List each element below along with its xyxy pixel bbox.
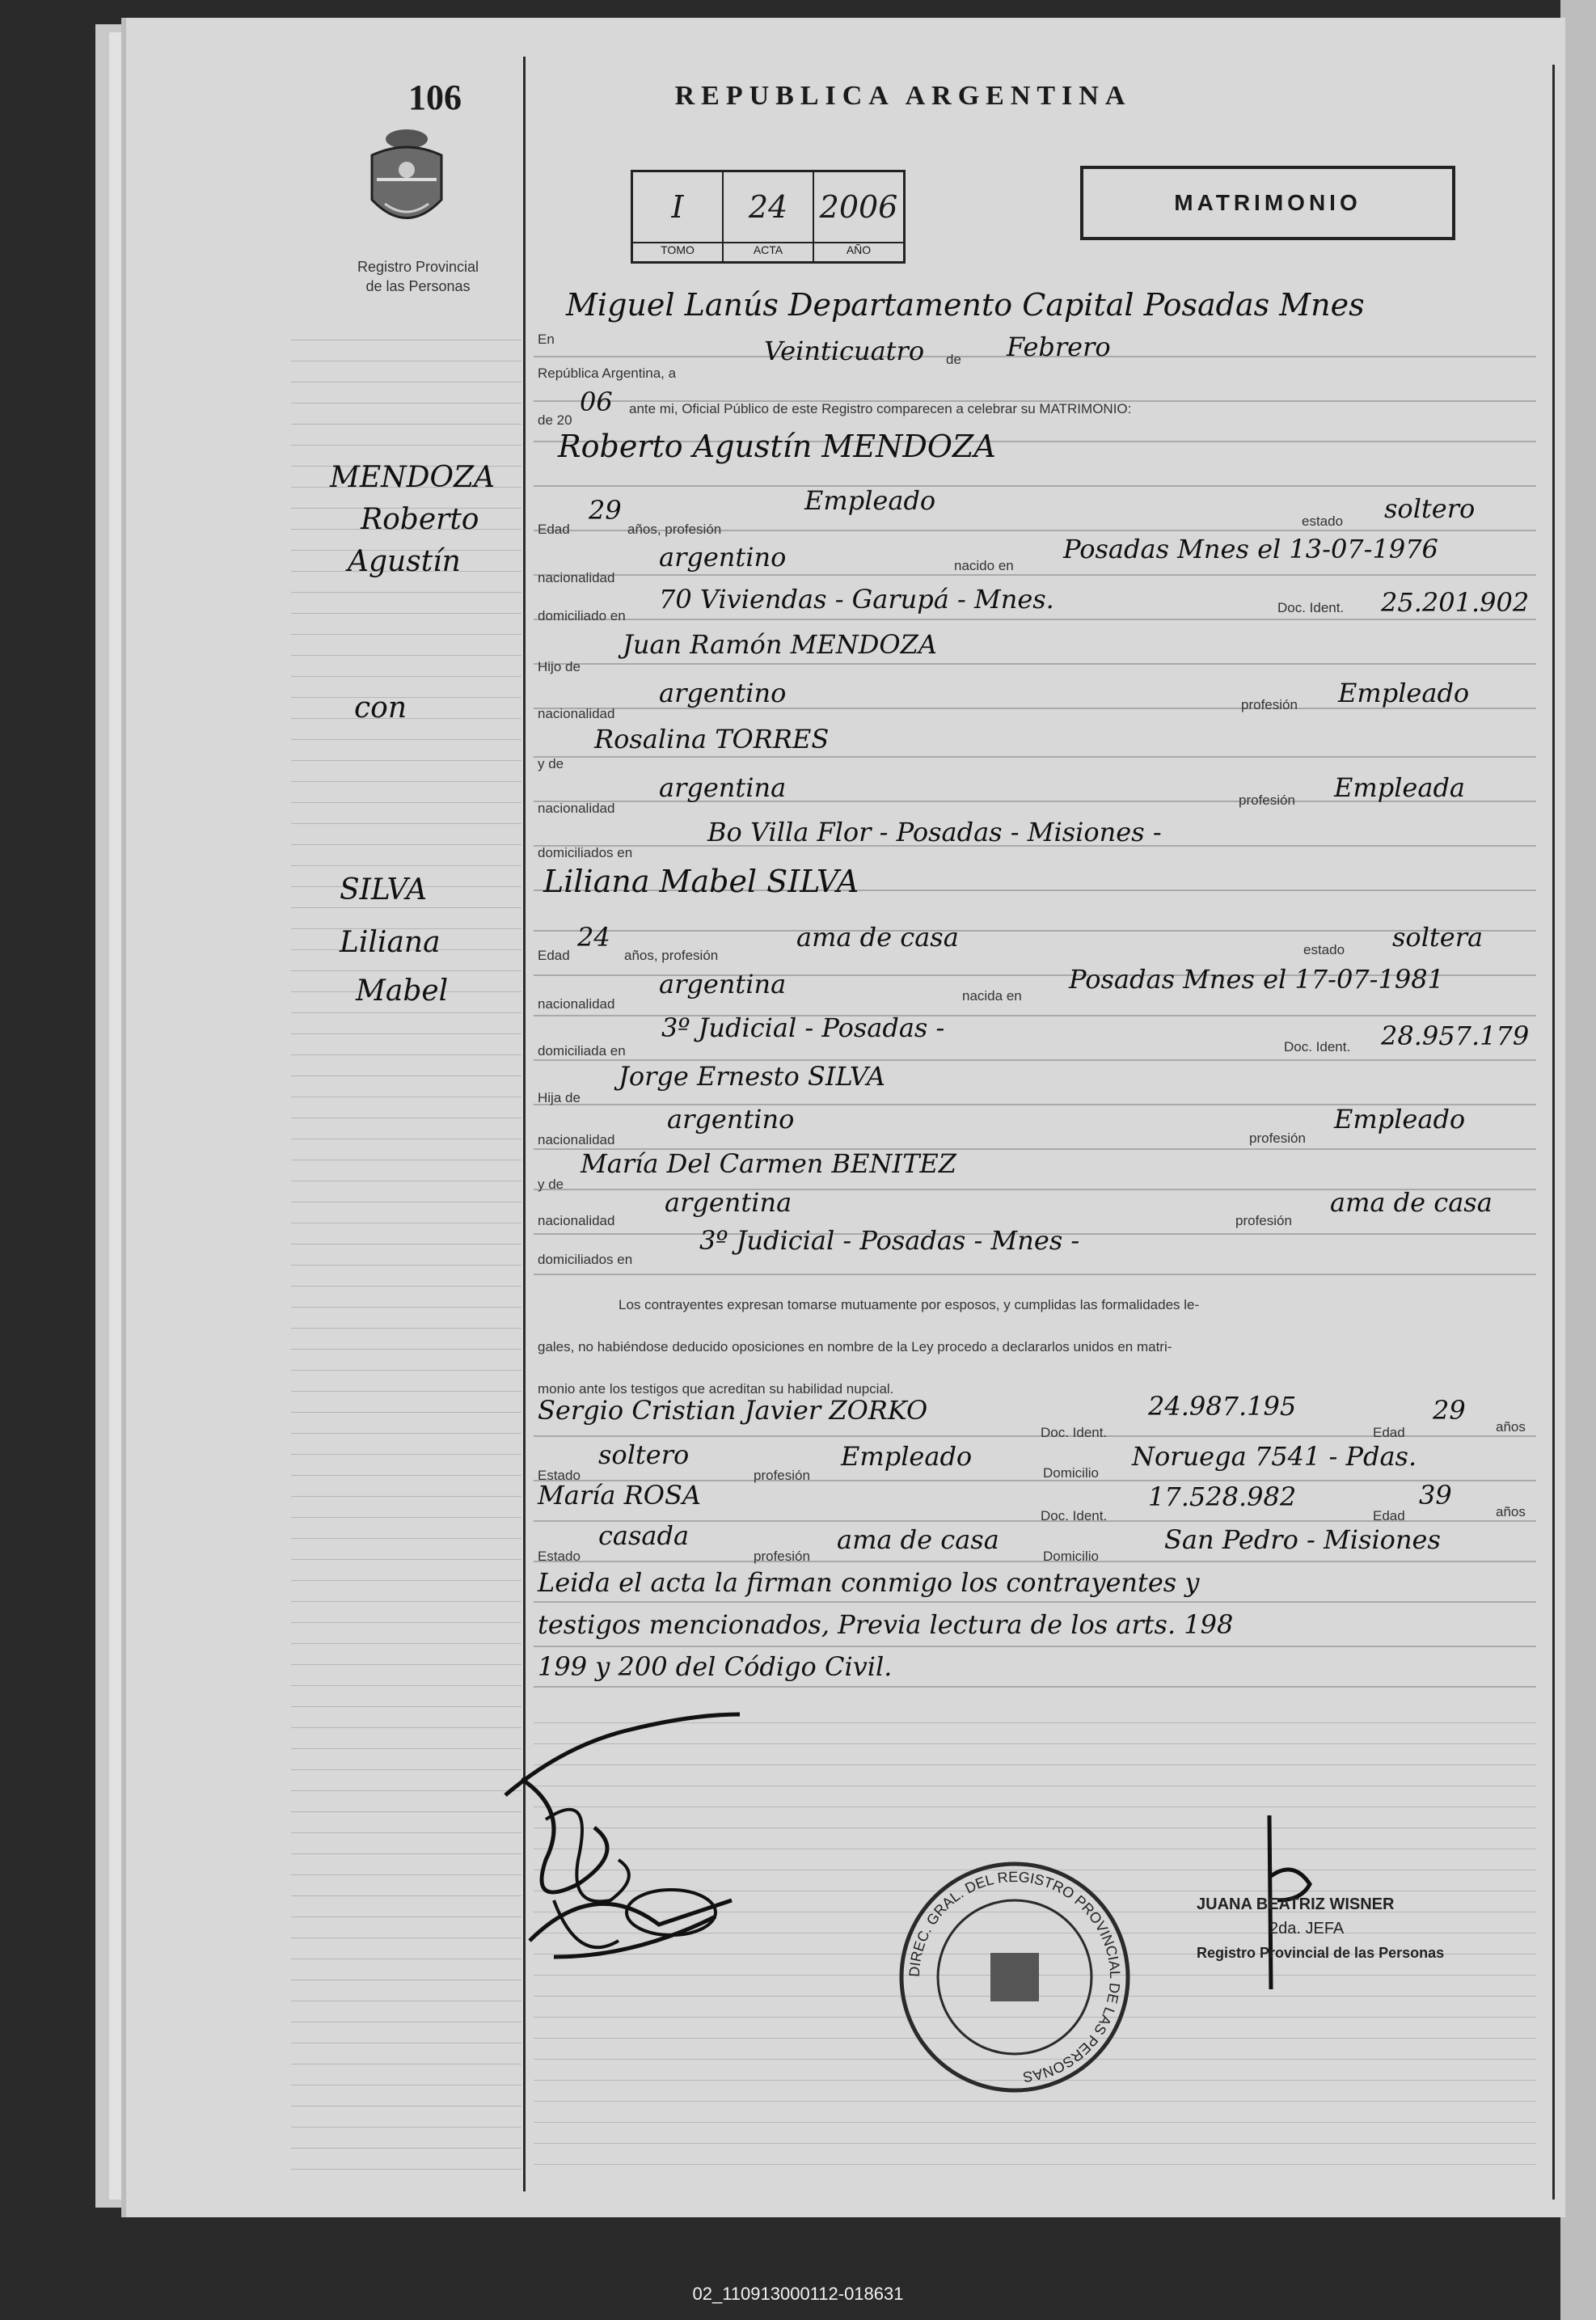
margin-bride-name-1: Liliana bbox=[340, 926, 441, 959]
official-role: 2da. JEFA bbox=[1269, 1920, 1345, 1938]
tomo-value: I bbox=[671, 189, 684, 225]
bride-nationality: argentina bbox=[659, 969, 787, 999]
margin-rule-line bbox=[291, 1033, 521, 1034]
groom-mother-nac-label: nacionalidad bbox=[538, 801, 615, 816]
de-label: de bbox=[946, 352, 961, 367]
acta-cell bbox=[724, 172, 814, 261]
record-number-box bbox=[631, 170, 906, 264]
margin-rule-line bbox=[291, 445, 521, 446]
official-name: JUANA BEATRIZ WISNER bbox=[1197, 1895, 1395, 1913]
body-rule-line bbox=[534, 1601, 1536, 1603]
bride-parents-address: 3º Judicial - Posadas - Mnes - bbox=[699, 1225, 1080, 1256]
anio-value: 2006 bbox=[819, 189, 898, 225]
record-type-box: MATRIMONIO bbox=[1080, 166, 1455, 240]
folio-number: 106 bbox=[408, 78, 462, 117]
groom-doc-label: Doc. Ident. bbox=[1277, 600, 1345, 615]
margin-rule-line bbox=[291, 1832, 521, 1833]
margin-rule-line bbox=[291, 613, 521, 614]
witness2-doc: 17.528.982 bbox=[1148, 1481, 1297, 1512]
margin-rule-line bbox=[291, 1685, 521, 1686]
body-rule-line bbox=[534, 756, 1536, 758]
groom-status: soltero bbox=[1384, 493, 1476, 524]
margin-rule-line bbox=[291, 1496, 521, 1497]
margin-rule-line bbox=[291, 760, 521, 761]
witness1-status: soltero bbox=[598, 1439, 690, 1470]
groom-mother-prof-label: profesión bbox=[1239, 792, 1295, 808]
year-suffix: 06 bbox=[580, 387, 613, 417]
margin-rule-line bbox=[291, 403, 521, 404]
bride-doc-label: Doc. Ident. bbox=[1284, 1039, 1351, 1054]
bride-estado-label: estado bbox=[1303, 942, 1345, 957]
groom-estado-label: estado bbox=[1302, 513, 1344, 529]
bride-mother-prof-label: profesión bbox=[1235, 1213, 1292, 1228]
margin-bride-name-2: Mabel bbox=[356, 974, 449, 1008]
margin-rule-line bbox=[291, 1328, 521, 1329]
appear-text: ante mi, Oficial Público de este Registro comparecen a celebrar su MATRIMONIO: bbox=[629, 401, 1132, 416]
groom-parents-address: Bo Villa Flor - Posadas - Misiones - bbox=[707, 817, 1162, 847]
bride-profession: ama de casa bbox=[796, 922, 959, 953]
witness2-edad-label: Edad bbox=[1373, 1508, 1405, 1523]
anio-cell bbox=[814, 172, 903, 261]
groom-nationality: argentino bbox=[659, 542, 787, 573]
margin-rule-line bbox=[291, 1012, 521, 1013]
groom-name: Roberto Agustín MENDOZA bbox=[558, 429, 996, 464]
bride-status: soltera bbox=[1392, 922, 1484, 953]
body-rule-line bbox=[534, 2143, 1536, 2144]
groom-father-nac-label: nacionalidad bbox=[538, 706, 615, 721]
margin-rule-line bbox=[291, 676, 521, 677]
margin-rule-line bbox=[291, 1706, 521, 1707]
closing-line-1: Leida el acta la firman conmigo los contrayentes y bbox=[538, 1567, 1200, 1598]
bride-parents-dom-label: domiciliados en bbox=[538, 1252, 633, 1267]
bride-mother-nationality: argentina bbox=[665, 1187, 792, 1218]
witness2-domicilio-label: Domicilio bbox=[1043, 1549, 1099, 1564]
margin-rule-line bbox=[291, 1391, 521, 1392]
bride-father-label: Hija de bbox=[538, 1090, 581, 1105]
margin-rule-line bbox=[291, 634, 521, 635]
bride-edad-label: Edad bbox=[538, 948, 570, 963]
seal-text: DIREC. GRAL. DEL REGISTRO PROVINCIAL DE LAS PERSONAS bbox=[906, 1868, 1124, 2085]
bride-address: 3º Judicial - Posadas - bbox=[661, 1012, 945, 1043]
margin-rule-line bbox=[291, 1433, 521, 1434]
tomo-label: TOMO bbox=[633, 242, 722, 261]
tomo-cell bbox=[633, 172, 724, 261]
coat-of-arms-icon bbox=[361, 123, 453, 236]
margin-rule-line bbox=[291, 1622, 521, 1623]
margin-rule-line bbox=[291, 1370, 521, 1371]
witness1-age: 29 bbox=[1433, 1395, 1466, 1426]
margin-groom-name-2: Agustín bbox=[348, 545, 461, 578]
witness2-name: María ROSA bbox=[538, 1480, 701, 1511]
witness2-estado-label: Estado bbox=[538, 1549, 581, 1564]
bride-father-nationality: argentino bbox=[667, 1104, 795, 1135]
witness2-prof-label: profesión bbox=[754, 1549, 810, 1564]
day-value: Veinticuatro bbox=[764, 336, 925, 366]
bride-birth: Posadas Mnes el 17-07-1981 bbox=[1069, 964, 1444, 995]
body-rule-line bbox=[534, 2122, 1536, 2123]
margin-rule-line bbox=[291, 1538, 521, 1539]
groom-nacido-label: nacido en bbox=[954, 558, 1014, 573]
registry-line-2: de las Personas bbox=[365, 278, 471, 294]
margin-rule-line bbox=[291, 2148, 521, 2149]
bride-name: Liliana Mabel SILVA bbox=[543, 864, 859, 899]
groom-profession: Empleado bbox=[804, 485, 936, 516]
margin-rule-line bbox=[291, 655, 521, 656]
acta-value: 24 bbox=[748, 189, 788, 225]
month-value: Febrero bbox=[1007, 332, 1111, 362]
closing-line-3: 199 y 200 del Código Civil. bbox=[538, 1651, 893, 1682]
margin-rule-line bbox=[291, 1349, 521, 1350]
groom-doc: 25.201.902 bbox=[1381, 587, 1530, 618]
margin-rule-line bbox=[291, 1664, 521, 1665]
witness1-profession: Empleado bbox=[841, 1441, 973, 1472]
groom-father-profession: Empleado bbox=[1338, 678, 1470, 708]
bride-anos-label: años, profesión bbox=[624, 948, 719, 963]
margin-rule-line bbox=[291, 1601, 521, 1602]
margin-rule-line bbox=[291, 1054, 521, 1055]
margin-rule-line bbox=[291, 1874, 521, 1875]
body-rule-line bbox=[534, 1274, 1536, 1275]
bride-nacionalidad-label: nacionalidad bbox=[538, 996, 615, 1012]
margin-rule-line bbox=[291, 1895, 521, 1896]
witness1-name: Sergio Cristian Javier ZORKO bbox=[538, 1395, 928, 1426]
groom-father-prof-label: profesión bbox=[1241, 697, 1298, 712]
bride-father-nac-label: nacionalidad bbox=[538, 1132, 615, 1147]
groom-mother-name: Rosalina TORRES bbox=[594, 724, 830, 754]
witness1-domicilio-label: Domicilio bbox=[1043, 1465, 1099, 1481]
margin-rule-line bbox=[291, 592, 521, 593]
declaration-line-1: Los contrayentes expresan tomarse mutuamente por esposos, y cumplidas las formalidades le- bbox=[619, 1297, 1200, 1312]
year-prefix: de 20 bbox=[538, 412, 572, 428]
margin-rule-line bbox=[291, 1517, 521, 1518]
official-block bbox=[1197, 1892, 1444, 1965]
bride-mother-profession: ama de casa bbox=[1330, 1187, 1493, 1218]
margin-rule-line bbox=[291, 1244, 521, 1245]
groom-age: 29 bbox=[589, 495, 622, 526]
body-rule-line bbox=[534, 930, 1536, 932]
registry-line-1: Registro Provincial bbox=[357, 259, 479, 275]
body-rule-line bbox=[534, 619, 1536, 620]
bride-father-profession: Empleado bbox=[1334, 1104, 1466, 1135]
republica-label: República Argentina, a bbox=[538, 366, 677, 381]
margin-rule-line bbox=[291, 1580, 521, 1581]
groom-domiciliado-label: domiciliado en bbox=[538, 608, 626, 623]
witness1-anos-label: años bbox=[1496, 1419, 1526, 1435]
official-seal-icon bbox=[897, 1860, 1132, 2094]
margin-rule-line bbox=[291, 1265, 521, 1266]
margin-rule-line bbox=[291, 1769, 521, 1770]
body-rule-line bbox=[534, 2101, 1536, 2102]
margin-rule-line bbox=[291, 1916, 521, 1917]
official-office: Registro Provincial de las Personas bbox=[1197, 1945, 1445, 1961]
margin-rule-line bbox=[291, 1454, 521, 1455]
body-rule-line bbox=[534, 1646, 1536, 1647]
margin-rule-line bbox=[291, 2106, 521, 2107]
margin-rule-line bbox=[291, 1559, 521, 1560]
bride-age: 24 bbox=[577, 922, 610, 953]
groom-nacionalidad-label: nacionalidad bbox=[538, 570, 615, 585]
acta-label: ACTA bbox=[724, 242, 813, 261]
witness2-doc-label: Doc. Ident. bbox=[1041, 1508, 1108, 1523]
body-rule-line bbox=[534, 574, 1536, 576]
margin-rule-line bbox=[291, 802, 521, 803]
bride-domiciliada-label: domiciliada en bbox=[538, 1043, 626, 1059]
groom-father-nationality: argentino bbox=[659, 678, 787, 708]
margin-rule-line bbox=[291, 1075, 521, 1076]
margin-rule-line bbox=[291, 865, 521, 866]
witness1-doc-label: Doc. Ident. bbox=[1041, 1425, 1108, 1440]
groom-anos-label: años, profesión bbox=[627, 522, 722, 537]
margin-rule-line bbox=[291, 1727, 521, 1728]
margin-rule-line bbox=[291, 739, 521, 740]
margin-groom-name-1: Roberto bbox=[361, 503, 479, 536]
place-value: Miguel Lanús Departamento Capital Posadas Mnes bbox=[566, 287, 1365, 323]
groom-edad-label: Edad bbox=[538, 522, 570, 537]
declaration-text bbox=[538, 1284, 1540, 1410]
margin-rule-line bbox=[291, 424, 521, 425]
en-label: En bbox=[538, 332, 555, 347]
witness1-address: Noruega 7541 - Pdas. bbox=[1132, 1441, 1417, 1472]
margin-bride-surname: SILVA bbox=[340, 873, 428, 906]
witness2-address: San Pedro - Misiones bbox=[1164, 1524, 1441, 1555]
margin-rule-line bbox=[291, 1286, 521, 1287]
bride-mother-nac-label: nacionalidad bbox=[538, 1213, 615, 1228]
body-rule-line bbox=[534, 485, 1536, 487]
margin-rule-line bbox=[291, 1790, 521, 1791]
witness2-status: casada bbox=[598, 1520, 690, 1551]
witness2-profession: ama de casa bbox=[837, 1524, 999, 1555]
image-code: 02_110913000112-018631 bbox=[692, 2284, 904, 2304]
margin-rule-line bbox=[291, 1811, 521, 1812]
bride-doc: 28.957.179 bbox=[1381, 1021, 1530, 1051]
witness1-prof-label: profesión bbox=[754, 1468, 810, 1483]
groom-father-name: Juan Ramón MENDOZA bbox=[623, 629, 937, 660]
witness1-doc: 24.987.195 bbox=[1148, 1391, 1297, 1422]
bride-nacida-label: nacida en bbox=[962, 988, 1022, 1004]
witness2-anos-label: años bbox=[1496, 1504, 1526, 1519]
closing-line-2: testigos mencionados, Previa lectura de los arts. 198 bbox=[538, 1609, 1234, 1640]
margin-rule-line bbox=[291, 844, 521, 845]
groom-address: 70 Viviendas - Garupá - Mnes. bbox=[659, 584, 1054, 615]
bride-father-name: Jorge Ernesto SILVA bbox=[619, 1061, 885, 1092]
margin-rule-line bbox=[291, 2127, 521, 2128]
margin-rule-line bbox=[291, 1307, 521, 1308]
margin-rule-line bbox=[291, 2169, 521, 2170]
margin-rule-line bbox=[291, 1412, 521, 1413]
groom-mother-nationality: argentina bbox=[659, 772, 787, 803]
margin-rule-line bbox=[291, 970, 521, 971]
book-right-edge bbox=[1560, 0, 1596, 2320]
witness2-age: 39 bbox=[1419, 1480, 1452, 1511]
body-rule-line bbox=[534, 2164, 1536, 2165]
witness1-edad-label: Edad bbox=[1373, 1425, 1405, 1440]
signature-scribbles-icon bbox=[497, 1698, 756, 1973]
body-rule-line bbox=[534, 1561, 1536, 1562]
margin-rule-line bbox=[291, 1643, 521, 1644]
bride-mother-label: y de bbox=[538, 1177, 564, 1192]
margin-rule-line bbox=[291, 907, 521, 908]
groom-mother-label: y de bbox=[538, 756, 564, 771]
right-rule bbox=[1552, 65, 1555, 2200]
declaration-line-3: monio ante los testigos que acreditan su habilidad nupcial. bbox=[538, 1381, 894, 1397]
body-rule-line bbox=[534, 663, 1536, 665]
country-title: REPUBLICA ARGENTINA bbox=[674, 81, 1132, 111]
margin-rule-line bbox=[291, 1748, 521, 1749]
groom-father-label: Hijo de bbox=[538, 659, 581, 674]
margin-con: con bbox=[354, 691, 407, 725]
margin-rule-line bbox=[291, 823, 521, 824]
registry-name bbox=[317, 257, 519, 296]
margin-rule-line bbox=[291, 781, 521, 782]
groom-parents-dom-label: domiciliados en bbox=[538, 845, 633, 860]
margin-rule-line bbox=[291, 1475, 521, 1476]
margin-groom-surname: MENDOZA bbox=[330, 461, 496, 494]
anio-label: AÑO bbox=[814, 242, 903, 261]
witness1-estado-label: Estado bbox=[538, 1468, 581, 1483]
bride-father-prof-label: profesión bbox=[1249, 1130, 1306, 1146]
groom-birth: Posadas Mnes el 13-07-1976 bbox=[1063, 534, 1438, 564]
groom-mother-profession: Empleada bbox=[1334, 772, 1465, 803]
bride-mother-name: María Del Carmen BENITEZ bbox=[581, 1148, 956, 1179]
margin-rule-line bbox=[291, 1853, 521, 1854]
declaration-line-2: gales, no habiéndose deducido oposiciones en nombre de la Ley procedo a declararlos unidos en matri- bbox=[538, 1339, 1172, 1354]
body-rule-line bbox=[534, 1686, 1536, 1688]
